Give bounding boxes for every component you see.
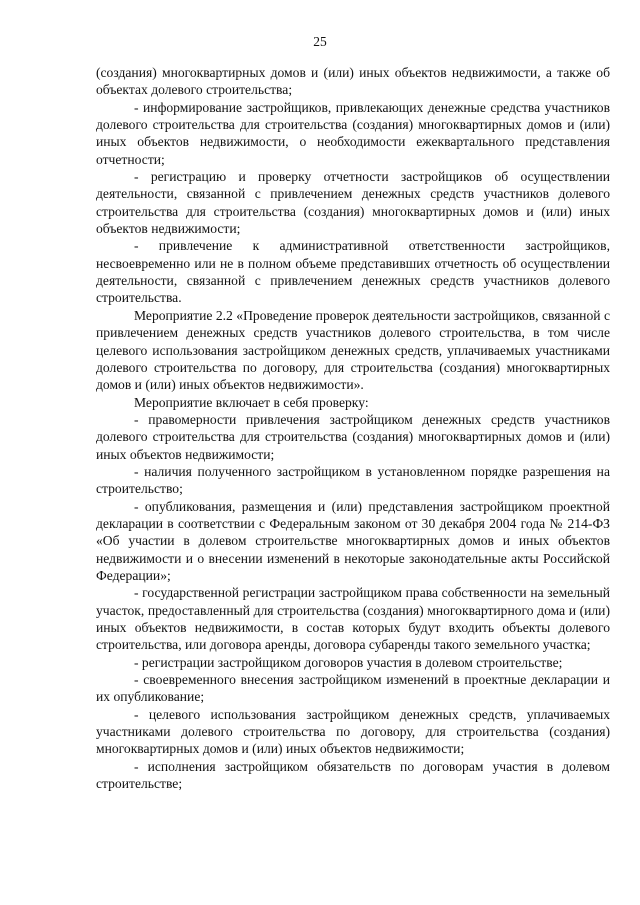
paragraph: - информирование застройщиков, привлекающих денежные средства участников долевого строительства для строительства (создания) многоквартирных домов и (или) иных объектов недвижимости, о необходимости ежеквартального представления отчетности; (96, 99, 610, 167)
paragraph: - правомерности привлечения застройщиком денежных средств участников долевого строительства для строительства (создания) многоквартирных домов и (или) иных объектов недвижимости; (96, 411, 610, 462)
paragraph: - государственной регистрации застройщиком права собственности на земельный участок, предоставленный для строительства (создания) многоквартирного дома и (или) иных объектов недвижимости, в состав которых будут входить объекты долевого строительства, или договора аренды, договора субаренды такого земельного участка; (96, 585, 610, 653)
paragraph: (создания) многоквартирных домов и (или) иных объектов недвижимости, а также об объектах долевого строительства; (96, 65, 610, 98)
paragraph: - регистрации застройщиком договоров участия в долевом строительстве; (134, 654, 563, 670)
paragraph: - регистрацию и проверку отчетности застройщиков об осуществлении деятельности, связанной с привлечением денежных средств участников долевого строительства для строительства (создания) многоквартирных домов и (или) иных объектов недвижимости; (96, 169, 610, 237)
paragraph: - наличия полученного застройщиком в установленном порядке разрешения на строительство; (96, 463, 610, 497)
paragraph: - целевого использования застройщиком денежных средств, уплачиваемых участниками долевого строительства по договору, для строительства (создания) многоквартирных домов и (или) иных объектов недвижимости; (96, 706, 610, 757)
paragraph: - своевременного внесения застройщиком изменений в проектные декларации и их опубликование; (96, 672, 610, 705)
paragraph: Мероприятие включает в себя проверку: (134, 394, 369, 410)
page-number: 25 (313, 34, 327, 49)
paragraph: - исполнения застройщиком обязательств по договорам участия в долевом строительстве; (96, 758, 610, 792)
document-body (96, 64, 610, 792)
paragraph: - опубликования, размещения и (или) представления застройщиком проектной декларации в соответствии с Федеральным законом от 30 декабря 2004 года № 214-ФЗ «Об участии в долевом строительстве многоквартирных домов и иных объектов недвижимости и о внесении изменений в некоторые законодательные акты Российской Федерации»; (96, 498, 610, 583)
paragraph: Мероприятие 2.2 «Проведение проверок деятельности застройщиков, связанной с привлечением денежных средств участников долевого строительства, в том числе целевого использования застройщиком денежных средств, уплачиваемых участниками долевого строительства по договору, для строительства (создания) многоквартирных домов и (или) иных объектов недвижимости». (96, 307, 610, 393)
paragraph: - привлечение к административной ответственности застройщиков, несвоевременно или не в полном объеме представивших отчетность об осуществлении деятельности, связанной с привлечением денежных средств участников долевого строительства. (96, 238, 610, 306)
